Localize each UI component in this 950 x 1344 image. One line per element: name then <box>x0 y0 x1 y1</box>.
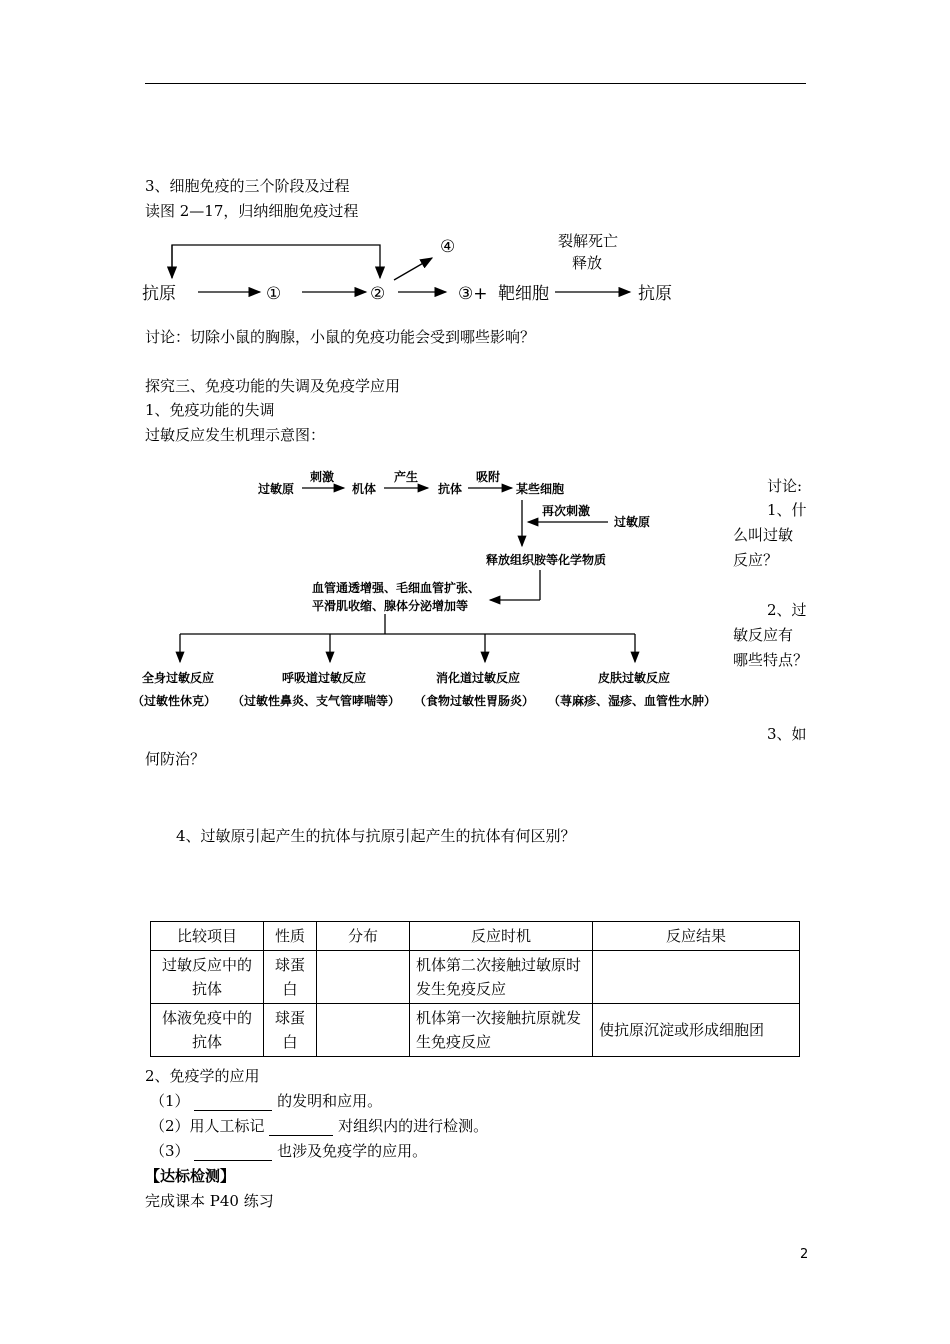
release-label: 释放组织胺等化学物质 <box>486 553 607 567</box>
side-q3-a: 3、如 <box>767 725 807 743</box>
table-cell: 球蛋白 <box>264 1004 317 1057</box>
body-label: 机体 <box>352 482 377 496</box>
table-cell <box>317 1004 410 1057</box>
fill-blank-1[interactable] <box>194 1094 272 1111</box>
table-cell <box>593 951 800 1004</box>
allergen-label: 过敏原 <box>258 482 295 496</box>
check-title: 【达标检测】 <box>145 1167 236 1185</box>
side-q2-a: 2、过 <box>767 601 807 619</box>
side-q3-b: 何防治？ <box>145 750 206 768</box>
fill-item-3 <box>150 1141 427 1161</box>
fill-item-2 <box>150 1116 488 1136</box>
side-q1-a: 1、什 <box>767 501 807 519</box>
header-rule <box>145 83 806 84</box>
fill-item-1-prefix: （1） <box>150 1092 190 1110</box>
flow-step-3: ③+ <box>458 284 488 304</box>
effect-line1: 血管通透增强、毛细血管扩张、 <box>312 581 481 595</box>
page-number: 2 <box>800 1247 809 1262</box>
flow-label-release: 释放 <box>572 254 603 272</box>
table-header: 反应结果 <box>593 922 800 951</box>
table-cell: 机体第一次接触抗原就发生免疫反应 <box>410 1004 593 1057</box>
cell-immunity-diagram <box>140 228 720 318</box>
fill-item-3-suffix: 也涉及免疫学的应用。 <box>277 1142 428 1160</box>
outcome-skin-detail: （荨麻疹、湿疹、血管性水肿） <box>548 694 717 708</box>
table-cell: 体液免疫中的抗体 <box>151 1004 264 1057</box>
side-q2-b: 敏反应有 <box>733 626 794 644</box>
outcome-skin: 皮肤过敏反应 <box>598 671 671 685</box>
table-row <box>151 951 800 1004</box>
subsection-title: 1、免疫功能的失调 <box>145 401 275 419</box>
table-header: 比较项目 <box>151 922 264 951</box>
flow-step-2: ② <box>370 284 386 304</box>
flow-label-lysis: 裂解死亡 <box>558 232 619 250</box>
flow-step-1: ① <box>266 284 282 304</box>
table-cell: 过敏反应中的抗体 <box>151 951 264 1004</box>
side-q2-c: 哪些特点？ <box>733 651 809 669</box>
allergen2-label: 过敏原 <box>614 515 651 529</box>
effect-line2: 平滑肌收缩、腺体分泌增加等 <box>312 599 469 613</box>
question-4: 4、过敏原引起产生的抗体与抗原引起产生的抗体有何区别？ <box>176 827 576 845</box>
allergy-diagram <box>130 462 730 722</box>
stimulate-label: 刺激 <box>310 470 335 484</box>
instruction-text: 读图 2—17，归纳细胞免疫过程 <box>145 202 359 220</box>
fill-item-1 <box>150 1091 382 1111</box>
comparison-table <box>150 921 800 1057</box>
flow-antigen-start: 抗原 <box>142 284 176 304</box>
table-header: 反应时机 <box>410 922 593 951</box>
discussion-thymus: 讨论：切除小鼠的胸腺，小鼠的免疫功能会受到哪些影响？ <box>145 328 536 346</box>
fill-blank-3[interactable] <box>194 1144 272 1161</box>
side-q1-c: 反应？ <box>733 551 779 569</box>
outcome-respiratory: 呼吸道过敏反应 <box>282 671 367 685</box>
section-title: 3、细胞免疫的三个阶段及过程 <box>145 177 350 195</box>
table-header: 分布 <box>317 922 410 951</box>
cells-label: 某些细胞 <box>516 482 565 496</box>
fill-item-3-prefix: （3） <box>150 1142 190 1160</box>
table-cell: 使抗原沉淀或形成细胞团 <box>593 1004 800 1057</box>
table-cell: 机体第二次接触过敏原时发生免疫反应 <box>410 951 593 1004</box>
outcome-respiratory-detail: （过敏性鼻炎、支气管哮喘等） <box>232 694 401 708</box>
outcome-systemic-detail: （过敏性休克） <box>132 694 217 708</box>
outcome-digestive: 消化道过敏反应 <box>436 671 521 685</box>
adsorb-label: 吸附 <box>476 470 501 484</box>
flow-target-cell: 靶细胞 <box>498 284 549 304</box>
antibody-label: 抗体 <box>438 482 463 496</box>
table-header: 性质 <box>264 922 317 951</box>
produce-label: 产生 <box>394 470 419 484</box>
explore-title: 探究三、免疫功能的失调及免疫学应用 <box>145 377 401 395</box>
check-task: 完成课本 P40 练习 <box>145 1192 274 1210</box>
fill-blank-2[interactable] <box>269 1119 333 1136</box>
outcome-digestive-detail: （食物过敏性胃肠炎） <box>414 694 535 708</box>
diagram-caption: 过敏反应发生机理示意图： <box>145 426 326 444</box>
fill-item-2-suffix: 对组织内的进行检测。 <box>338 1117 489 1135</box>
table-row <box>151 1004 800 1057</box>
flow-step-4: ④ <box>440 237 456 257</box>
again-label: 再次刺激 <box>542 504 591 518</box>
table-cell: 球蛋白 <box>264 951 317 1004</box>
flow-antigen-end: 抗原 <box>638 284 672 304</box>
fill-item-1-suffix: 的发明和应用。 <box>277 1092 383 1110</box>
side-discussion-head: 讨论: <box>767 477 803 495</box>
outcome-systemic: 全身过敏反应 <box>142 671 215 685</box>
application-title: 2、免疫学的应用 <box>145 1067 260 1085</box>
table-cell <box>317 951 410 1004</box>
fill-item-2-prefix: （2）用人工标记 <box>150 1117 265 1135</box>
table-header-row <box>151 922 800 951</box>
side-q1-b: 么叫过敏 <box>733 526 794 544</box>
